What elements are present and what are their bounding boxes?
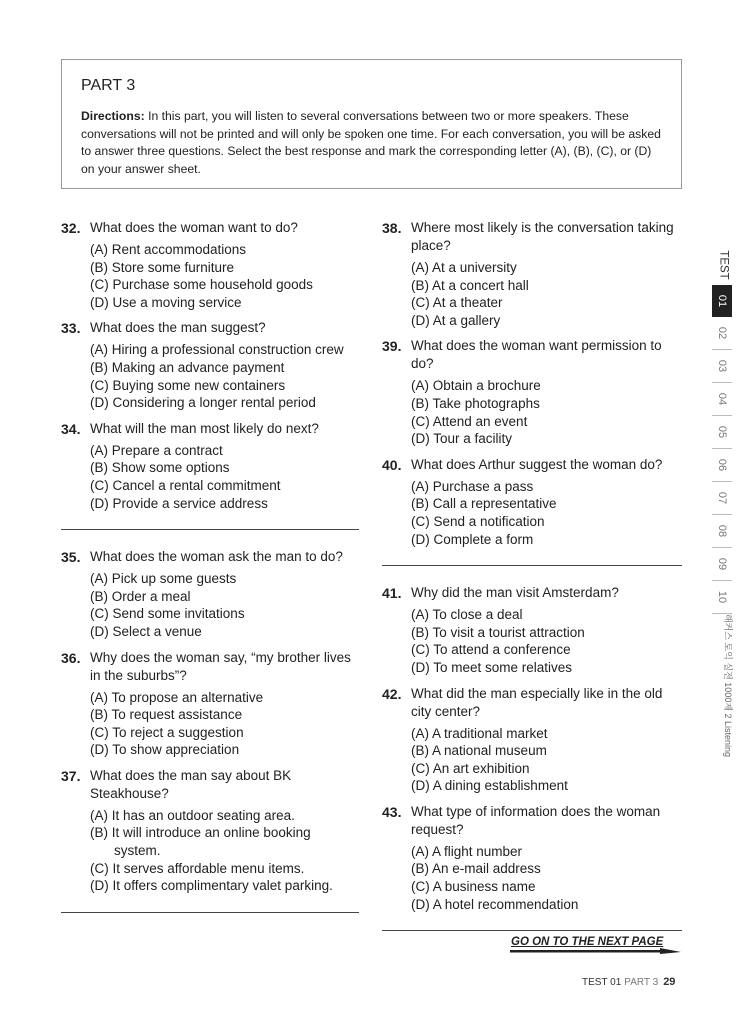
question-text: What does the woman want permission to do? (411, 338, 662, 372)
option-b: (B) At a concert hall (411, 277, 529, 293)
option-c: (C) Attend an event (411, 413, 528, 429)
side-tab-03[interactable]: 03 (712, 350, 732, 383)
question-text: What does the woman want to do? (90, 220, 298, 235)
side-tab-06[interactable]: 06 (712, 449, 732, 482)
question-40 (382, 456, 682, 548)
page-number: 29 (663, 976, 676, 988)
left-column (61, 219, 359, 931)
option-c: (C) To attend a conference (411, 642, 571, 658)
option-c: (C) Cancel a rental commitment (90, 477, 281, 493)
option-b: (B) To visit a tourist attraction (411, 624, 585, 640)
option-a: (A) Rent accommodations (90, 242, 247, 257)
question-37 (61, 767, 359, 895)
option-a: (A) Hiring a professional construction crew (90, 342, 344, 358)
option-b: (B) Store some furniture (90, 259, 235, 275)
divider (382, 930, 682, 931)
option-d: (D) Use a moving service (90, 294, 242, 310)
side-tab-10[interactable]: 10 (712, 581, 732, 614)
go-on-next-page: GO ON TO THE NEXT PAGE (511, 936, 664, 948)
question-41 (382, 584, 682, 676)
side-book-title: 해커스 토익 실전 1000제 2 Listening (723, 613, 734, 758)
option-b: (B) It will introduce an online booking system. (90, 825, 311, 859)
divider (61, 912, 359, 913)
question-38 (382, 219, 682, 329)
option-b: (B) A national museum (411, 743, 547, 759)
directions-label: Directions: (81, 109, 145, 123)
option-a: (A) Obtain a brochure (411, 378, 541, 394)
question-number: 43. (382, 803, 402, 820)
side-tab-09[interactable]: 09 (712, 548, 732, 581)
question-number: 35. (61, 549, 81, 566)
question-text: What does the woman ask the man to do? (90, 549, 343, 565)
option-c: (C) It serves affordable menu items. (90, 860, 305, 876)
divider (61, 529, 359, 530)
question-number: 40. (382, 456, 402, 473)
question-text: What does the man say about BK Steakhouse? (90, 767, 292, 801)
question-39 (382, 337, 682, 447)
option-a: (A) Prepare a contract (90, 442, 223, 458)
option-c: (C) To reject a suggestion (90, 724, 244, 740)
question-text: What type of information does the woman request? (411, 803, 661, 837)
option-d: (D) To meet some relatives (411, 659, 573, 675)
option-d: (D) A dining establishment (411, 778, 568, 794)
question-35 (61, 548, 359, 640)
question-43 (382, 803, 682, 913)
side-tab-01[interactable]: 01 (712, 285, 732, 317)
footer-part: PART 3 (624, 977, 659, 988)
question-text: What did the man especially like in the old city center? (411, 685, 663, 719)
question-text: Why does the woman say, “my brother lives in the suburbs”? (90, 649, 351, 683)
option-d: (D) A hotel recommendation (411, 896, 579, 912)
question-32 (61, 219, 359, 311)
option-b: (B) To request assistance (90, 707, 243, 723)
question-text: Why did the man visit Amsterdam? (411, 585, 619, 601)
question-text: What will the man most likely do next? (90, 420, 319, 436)
option-b: (B) Take photographs (411, 395, 540, 411)
option-b: (B) Show some options (90, 460, 230, 476)
directions-text: In this part, you will listen to several conversations between two or more speakers. These conversations will not be printed and will only be spoken one time. For each conversation, you will be asked to answer three questions. Select the best response and mark the corresponding letter (A), (B), (C), or (D) on your answer sheet. (81, 109, 661, 176)
option-c: (C) Send some invitations (90, 606, 245, 622)
side-tab-04[interactable]: 04 (712, 383, 732, 416)
option-b: (B) Order a meal (90, 588, 191, 604)
question-number: 32. (61, 220, 81, 236)
option-c: (C) Buying some new containers (90, 377, 286, 393)
question-number: 41. (382, 585, 402, 602)
side-tab-08[interactable]: 08 (712, 515, 732, 548)
question-number: 37. (61, 767, 81, 784)
option-c: (C) Send a notification (411, 513, 545, 529)
option-d: (D) Select a venue (90, 623, 202, 639)
question-number: 39. (382, 338, 402, 355)
question-number: 34. (61, 420, 81, 437)
option-a: (A) To close a deal (411, 607, 523, 623)
option-a: (A) A traditional market (411, 725, 548, 741)
option-b: (B) An e-mail address (411, 861, 541, 877)
option-a: (A) Purchase a pass (411, 478, 534, 494)
question-number: 36. (61, 649, 81, 666)
option-b: (B) Making an advance payment (90, 359, 285, 375)
question-text: Where most likely is the conversation taking place? (411, 220, 674, 253)
question-text: What does the man suggest? (90, 320, 266, 336)
option-c: (C) At a theater (411, 295, 503, 311)
option-c: (C) Purchase some household goods (90, 277, 313, 293)
option-b: (B) Call a representative (411, 496, 557, 512)
question-34 (61, 420, 359, 512)
option-d: (D) To show appreciation (90, 742, 240, 758)
side-tab-strip (712, 245, 734, 758)
side-tab-07[interactable]: 07 (712, 482, 732, 515)
footer-test: TEST 01 (582, 977, 622, 988)
directions-box (61, 59, 682, 189)
side-tab-05[interactable]: 05 (712, 416, 732, 449)
question-number: 42. (382, 685, 402, 702)
option-a: (A) A flight number (411, 843, 523, 859)
option-d: (D) At a gallery (411, 312, 501, 328)
side-tab-02[interactable]: 02 (712, 317, 732, 350)
footer (582, 976, 675, 988)
option-a: (A) It has an outdoor seating area. (90, 807, 295, 823)
right-column (382, 219, 682, 949)
option-d: (D) Complete a form (411, 531, 534, 547)
divider (382, 565, 682, 566)
option-d: (D) It offers complimentary valet parking. (90, 878, 333, 894)
arrow-right-icon (510, 946, 682, 956)
question-42 (382, 685, 682, 795)
question-33 (61, 319, 359, 411)
option-d: (D) Tour a facility (411, 431, 513, 447)
option-a: (A) At a university (411, 260, 517, 275)
option-d: (D) Considering a longer rental period (90, 395, 316, 411)
question-36 (61, 649, 359, 759)
option-c: (C) An art exhibition (411, 760, 530, 776)
part-title: PART 3 (81, 77, 136, 94)
option-a: (A) To propose an alternative (90, 689, 264, 705)
side-test-label: TEST (717, 250, 730, 280)
question-number: 38. (382, 220, 402, 236)
option-d: (D) Provide a service address (90, 495, 268, 511)
question-number: 33. (61, 320, 81, 337)
directions (81, 108, 662, 178)
question-text: What does Arthur suggest the woman do? (411, 456, 663, 472)
option-c: (C) A business name (411, 879, 536, 895)
option-a: (A) Pick up some guests (90, 571, 237, 587)
